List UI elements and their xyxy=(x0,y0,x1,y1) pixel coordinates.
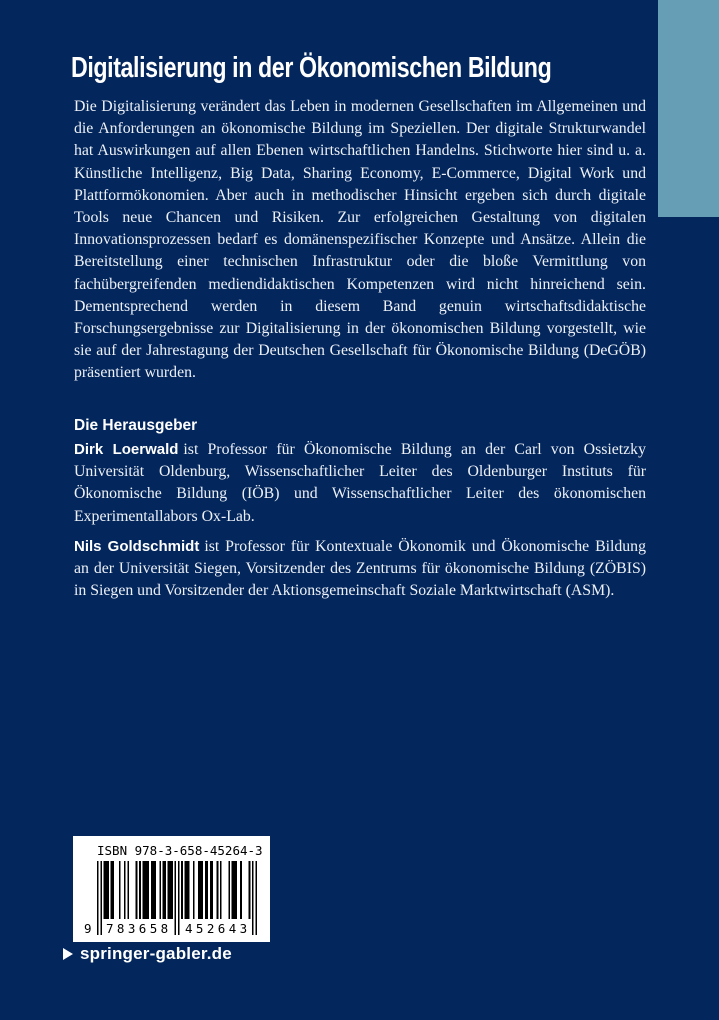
publisher-link xyxy=(63,944,232,964)
editor-bio-dirk-loerwald xyxy=(74,439,646,528)
barcode-digit-group: 783658 xyxy=(106,921,172,936)
editor-bio-text: ist Professor für Ökonomische Bildung an der Carl von Ossietzky Universität Oldenburg, Wissenschaftlicher Leiter des Oldenburger Instituts für Ökonomische Bildung (IÖB) und Wissenschaftlicher Leiter des ökonomischen Experimentallabors Ox-Lab. xyxy=(74,441,646,525)
blurb-text: Die Digitalisierung verändert das Leben in modernen Gesellschaften im Allgemeinen und die Anforderungen an ökonomische Bildung im Speziellen. Der digitale Strukturwandel hat Auswirkungen auf allen Ebenen wirtschaftlichen Handelns. Stichworte hier sind u. a. Künstliche Intelligenz, Big Data, Sharing Economy, E-Commerce, Digital Work und Plattformökonomien. Aber auch in methodischer Hinsicht ergeben sich durch digitale Tools neue Chancen und Risiken. Zur erfolgreichen Gestaltung von digitalen Innovationsprozessen bedarf es domänenspezifischer Konzepte und Ansätze. Allein die Bereitstellung einer technischen Infrastruktur oder die bloße Vermittlung von fachübergreifenden mediendidaktischen Kompetenzen wird nicht hinreichend sein. Dementsprechend werden in diesem Band genuin wirtschaftsdidaktische Forschungsergebnisse zur Digitalisierung in der ökonomischen Bildung vorgestellt, wie sie auf der Jahrestagung der Deutschen Gesellschaft für Ökonomische Bildung (DeGÖB) präsentiert wurden. xyxy=(74,98,646,382)
isbn-label: ISBN 978-3-658-45264-3 xyxy=(97,843,263,858)
barcode-digits xyxy=(84,921,257,936)
spine-tab xyxy=(658,0,719,217)
barcode-bars-wrap xyxy=(84,861,257,936)
isbn-barcode xyxy=(73,836,270,942)
editors-heading: Die Herausgeber xyxy=(74,417,198,434)
editor-name: Nils Goldschmidt xyxy=(74,538,200,555)
publisher-url: springer-gabler.de xyxy=(80,944,232,963)
barcode-digit-group: 9 xyxy=(84,921,92,936)
arrow-icon xyxy=(63,948,73,960)
barcode-digit-group: 452643 xyxy=(185,921,251,936)
editor-bio-text: ist Professor für Kontextuale Ökonomik und Ökonomische Bildung an der Universität Siegen, Vorsitzender des Zentrums für ökonomische Bildung (ZÖBIS) in Siegen und Vorsitzender der Aktionsgemeinschaft Soziale Marktwirtschaft (ASM). xyxy=(74,538,646,600)
editor-bio-nils-goldschmidt xyxy=(74,536,646,603)
editor-name: Dirk Loerwald xyxy=(74,441,179,458)
book-title: Digitalisierung in der Ökonomischen Bildung xyxy=(71,52,552,84)
